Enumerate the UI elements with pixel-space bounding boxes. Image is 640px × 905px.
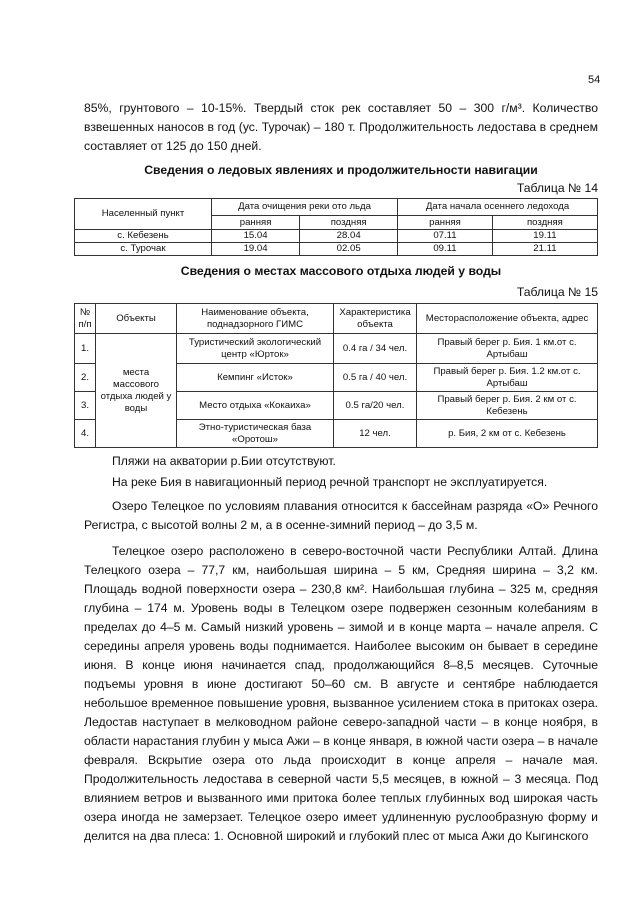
header-late: поздняя	[492, 216, 597, 230]
table14-label: Таблица № 14	[516, 181, 598, 195]
table14-heading: Сведения о ледовых явлениях и продолжительности навигации	[144, 163, 538, 177]
date-cell: 09.11	[398, 243, 493, 256]
date-cell: 02.05	[300, 243, 398, 256]
header-late: поздняя	[300, 216, 398, 230]
location-cell: Правый берег р. Бия. 1 км.от с. Артыбаш	[417, 334, 598, 364]
objects-group-cell: места массового отдыха людей у воды	[96, 334, 177, 448]
location-cell: р. Бия, 2 км от с. Кебезень	[417, 420, 598, 448]
num-cell: 3.	[75, 392, 96, 420]
date-cell: 28.04	[300, 230, 398, 243]
characteristic-cell: 0.5 га / 40 чел.	[334, 364, 417, 392]
transport-paragraph: На реке Бия в навигационный период речной транспорт не эксплуатируется.	[112, 475, 548, 489]
num-cell: 4.	[75, 420, 96, 448]
header-ice-clear: Дата очищения реки ото льда	[212, 199, 398, 216]
num-cell: 1.	[75, 334, 96, 364]
name-cell: Туристический экологический центр «Юрток»	[177, 334, 334, 364]
header-ice-start: Дата начала осеннего ледохода	[398, 199, 598, 216]
characteristic-cell: 0.4 га / 34 чел.	[334, 334, 417, 364]
table-row	[75, 230, 598, 243]
table15-heading: Сведения о местах массового отдыха людей у воды	[180, 264, 502, 278]
header-num: № п/п	[75, 304, 96, 334]
table-row	[75, 334, 598, 364]
teletskoye-class-paragraph: Озеро Телецкое по условиям плавания относится к бассейнам разряда «О» Речного Регистра, с высотой волны 2 м, а в осенне-зимний период – до 3,5 м.	[84, 499, 598, 532]
date-cell: 07.11	[398, 230, 493, 243]
date-cell: 15.04	[212, 230, 300, 243]
characteristic-cell: 12 чел.	[334, 420, 417, 448]
name-cell: Этно-туристическая база «Оротош»	[177, 420, 334, 448]
name-cell: Кемпинг «Исток»	[177, 364, 334, 392]
ice-table	[74, 198, 598, 256]
settlement-cell: с. Кебезень	[75, 230, 212, 243]
intro-paragraph: 85%, грунтового – 10-15%. Твердый сток рек составляет 50 – 300 г/м³. Количество взвешенных наносов в год (ус. Турочак) – 180 т. Продолжительность ледостава в среднем составляет от 125 до 150 дней.	[84, 101, 598, 153]
table-row	[75, 243, 598, 256]
num-cell: 2.	[75, 364, 96, 392]
date-cell: 19.04	[212, 243, 300, 256]
header-early: ранняя	[398, 216, 493, 230]
name-cell: Место отдыха «Кокаиха»	[177, 392, 334, 420]
date-cell: 19.11	[492, 230, 597, 243]
table15-label: Таблица № 15	[516, 285, 598, 299]
header-characteristic: Характеристика объекта	[334, 304, 417, 334]
beaches-paragraph: Пляжи на акватории р.Бии отсутствуют.	[112, 454, 336, 468]
header-early: ранняя	[212, 216, 300, 230]
teletskoye-description-paragraph: Телецкое озеро расположено в северо-восточной части Республики Алтай. Длина Телецкого озера – 77,7 км, наибольшая ширина – 5 км, Средняя ширина – 3,2 км. Площадь водной поверхности озера – 230,8 км². Наибольшая глубина – 325 м, средняя глубина – 174 м. Уровень воды в Телецком озере подвержен сезонным колебаниям в пределах до 4–5 м. Самый низкий уровень – зимой и в конце марта – начале апреля. С середины апреля уровень воды поднимается. Наиболее высоким он бывает в середине июня. В конце июня начинается спад, продолжающийся 8–8,5 месяцев. Суточные подъемы уровня в июне достигают 50–60 см. В августе и сентябре наблюдается небольшое временное повышение уровня, вызванное усилением стока в притоках озера. Ледостав наступает в мелководном районе северо-западной части – в конце ноября, в области нарастания глубин у мыса Ажи – в конце января, в южной части озера – в начале февраля. Вскрытие озера ото льда происходит в конце апреля – начале мая. Продолжительность ледостава в северной части 5,5 месяцев, в южной – 3 месяца. Под влиянием ветров и вызванного ими притока более теплых глубинных вод широкая часть озера иногда не замерзает. Телецкое озеро имеет удлиненную руслообразную форму и делится на два плеса: 1. Основной широкий и глубокий плес от мыса Ажи до Кыгинского	[84, 544, 598, 843]
characteristic-cell: 0.5 га/20 чел.	[334, 392, 417, 420]
recreation-table	[74, 303, 598, 448]
header-settlement: Населенный пункт	[75, 199, 212, 230]
location-cell: Правый берег р. Бия. 2 км от с. Кебезень	[417, 392, 598, 420]
header-objects: Объекты	[96, 304, 177, 334]
settlement-cell: с. Турочак	[75, 243, 212, 256]
header-location: Месторасположение объекта, адрес	[417, 304, 598, 334]
page-number: 54	[588, 74, 601, 86]
header-name: Наименование объекта, поднадзорного ГИМС	[177, 304, 334, 334]
location-cell: Правый берег р. Бия. 1.2 км.от с. Артыбаш	[417, 364, 598, 392]
date-cell: 21.11	[492, 243, 597, 256]
